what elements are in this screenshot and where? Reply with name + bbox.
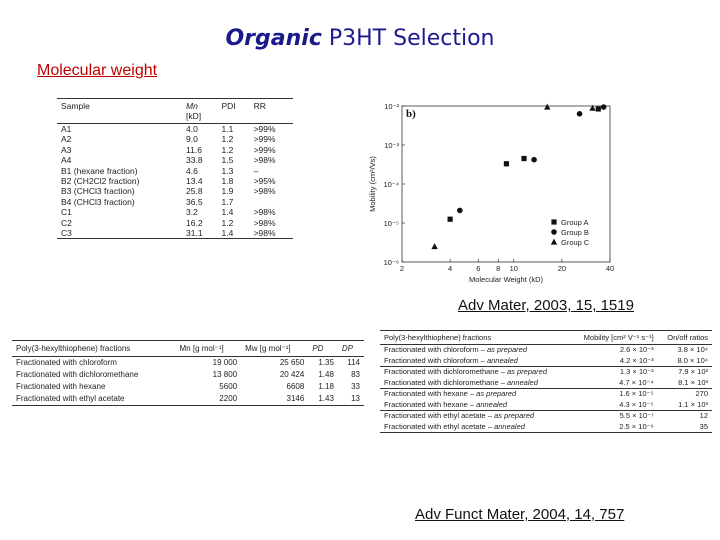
col-header-dp: DP — [338, 341, 364, 357]
col-header-mn-unit: [kD] — [182, 111, 218, 124]
x-tick-label: 4 — [448, 264, 453, 273]
data-point — [596, 106, 601, 111]
data-point — [448, 217, 453, 222]
title-prefix: Organic — [225, 26, 322, 51]
table-cell: 8.0 × 10⁴ — [658, 356, 712, 367]
fraction-cell: Fractionated with dichloromethane – as prepared — [384, 367, 548, 376]
fraction-cell: Fractionated with ethyl acetate – as prepared — [384, 411, 535, 420]
legend-label: Group B — [561, 228, 589, 237]
data-point — [531, 157, 537, 163]
table-cell: 4.2 × 10⁻³ — [571, 356, 658, 367]
table-cell: 33 — [351, 382, 360, 391]
x-axis-label: Molecular Weight (kD) — [468, 275, 544, 284]
col-header-pd: PD — [308, 341, 338, 357]
col-header-fraction: Poly(3-hexylthiophene) fractions — [380, 331, 571, 345]
table-cell: 2.6 × 10⁻³ — [619, 345, 654, 354]
table-cell: Fractionated with dichloromethane — [16, 370, 139, 379]
table-row — [57, 145, 293, 155]
col-header-mn: Mn [g mol⁻¹] — [176, 341, 242, 357]
table-cell: 1.18 — [318, 382, 334, 391]
table-cell: 1.1 — [221, 124, 234, 134]
table-cell: C1 — [61, 207, 72, 218]
slide-title — [0, 26, 720, 51]
table-cell: 8.1 × 10³ — [658, 378, 712, 389]
fraction-condition: annealed — [476, 399, 508, 409]
data-point — [431, 243, 437, 249]
table-cell: 1.2 — [221, 134, 234, 145]
reference-adv-mater: Adv Mater, 2003, 15, 1519 — [458, 297, 634, 314]
fraction-cell: Fractionated with chloroform – annealed — [380, 356, 571, 367]
fraction-condition: as prepared — [486, 345, 527, 354]
table-row — [380, 345, 712, 356]
table-cell: B3 (CHCl3 fraction) — [61, 186, 135, 197]
table-cell: 270 — [695, 389, 708, 398]
table-cell: 33.8 — [186, 155, 203, 166]
fraction-cell: Fractionated with chloroform – as prepared — [384, 345, 527, 354]
table-cell: 4.7 × 10⁻⁴ — [571, 378, 658, 389]
table-cell: B2 (CH2Cl2 fraction) — [61, 176, 140, 187]
table-cell: >98% — [253, 155, 276, 166]
table-row — [380, 400, 712, 411]
table-cell: A1 — [61, 124, 72, 134]
table-cell: 4.6 — [186, 165, 198, 176]
title-rest: P3HT Selection — [321, 26, 495, 51]
fraction-name: Fractionated with ethyl acetate — [384, 421, 486, 431]
x-tick-label: 10 — [509, 264, 518, 273]
fraction-name: Fractionated with hexane — [384, 389, 468, 398]
col-header-mn: Mn — [182, 99, 218, 112]
table1-body — [57, 124, 293, 239]
x-tick-label: 6 — [476, 264, 481, 273]
table-row — [380, 411, 712, 422]
table-row — [380, 378, 712, 389]
table-cell: 12 — [699, 411, 708, 420]
table-cell: 13 800 — [212, 370, 238, 379]
table-row — [57, 166, 293, 176]
table-row — [57, 228, 293, 239]
table-cell: >99% — [253, 134, 276, 145]
fraction-condition: annealed — [486, 355, 518, 365]
table-cell: 7.9 × 10² — [678, 367, 708, 376]
table-cell: >98% — [253, 186, 276, 197]
fraction-cell: Fractionated with dichloromethane – annealed — [380, 378, 571, 389]
panel-label: b) — [406, 108, 416, 120]
table-row — [380, 356, 712, 367]
fraction-condition: as prepared — [494, 411, 535, 420]
table-cell: >95% — [253, 176, 276, 187]
fraction-name: Fractionated with ethyl acetate — [384, 411, 486, 420]
data-point — [577, 111, 583, 117]
table-cell: >99% — [253, 124, 276, 134]
table-cell: 114 — [347, 358, 360, 367]
fraction-name: Fractionated with dichloromethane — [384, 367, 499, 376]
col-header-rr: RR — [250, 99, 293, 112]
table-cell — [250, 197, 293, 207]
x-tick-label: 40 — [605, 264, 615, 273]
x-tick-label: 2 — [399, 264, 405, 273]
data-point — [601, 104, 607, 110]
table-row — [57, 134, 293, 144]
y-axis-label: Mobility (cm²/Vs) — [368, 156, 377, 212]
table-cell: 1.4 — [218, 228, 250, 239]
fraction-cell: Fractionated with hexane – as prepared — [384, 389, 517, 398]
data-point — [457, 208, 463, 214]
table-cell: 1.2 — [221, 217, 234, 228]
table-cell: 1.6 × 10⁻⁵ — [619, 389, 654, 398]
table-cell: 3.2 — [186, 207, 198, 218]
x-tick-label: 8 — [496, 264, 501, 273]
table2-body — [12, 357, 364, 406]
legend-marker — [551, 239, 557, 245]
mobility-vs-molecular-weight-chart — [360, 96, 622, 284]
table-cell: Fractionated with ethyl acetate — [12, 393, 176, 406]
y-tick-label: 10⁻⁶ — [383, 258, 399, 267]
y-tick-label: 10⁻⁵ — [383, 219, 399, 228]
table-cell: Fractionated with hexane — [16, 382, 106, 391]
fraction-name: Fractionated with dichloromethane — [384, 377, 499, 387]
table-cell: 1.43 — [308, 393, 338, 406]
table-cell: 1.1 × 10³ — [658, 400, 712, 411]
table-cell: 36.5 — [186, 196, 203, 207]
table-cell: 31.1 — [182, 228, 218, 239]
table3-body — [380, 345, 712, 433]
fraction-molecular-weight-table — [12, 340, 364, 406]
molecular-weight-label: Molecular weight — [37, 62, 158, 79]
table-cell: 1.35 — [318, 358, 334, 367]
table-cell: 1.48 — [318, 370, 334, 379]
data-point — [504, 161, 509, 166]
table-cell: 19 000 — [212, 358, 238, 367]
table-cell: 1.2 — [221, 144, 234, 155]
legend-marker — [551, 219, 556, 224]
table-row — [12, 369, 364, 381]
table-cell: 13 — [338, 393, 364, 406]
table-cell: A3 — [61, 144, 72, 155]
table-cell: 1.7 — [221, 196, 234, 207]
table-row — [57, 124, 293, 135]
col-header-mobility: Mobility [cm² V⁻¹ s⁻¹] — [571, 331, 658, 345]
legend-marker — [551, 229, 557, 235]
table-cell: 5600 — [219, 382, 238, 391]
table-cell: 9.0 — [186, 134, 198, 145]
x-tick-label: 20 — [557, 264, 567, 273]
table-cell: 25 650 — [279, 358, 305, 367]
table-cell: 16.2 — [186, 217, 203, 228]
col-header-mw: Mw [g mol⁻¹] — [241, 341, 308, 357]
fraction-cell: Fractionated with hexane – annealed — [380, 400, 571, 411]
data-point — [521, 156, 526, 161]
table-cell: – — [253, 165, 259, 176]
table-row — [380, 367, 712, 378]
table-row — [12, 357, 364, 370]
table-cell: 11.6 — [186, 144, 202, 155]
table-cell: A4 — [61, 155, 72, 166]
table-cell: 1.3 — [221, 165, 234, 176]
legend-label: Group A — [561, 218, 589, 227]
fraction-name: Fractionated with hexane — [384, 399, 468, 409]
table-row — [57, 155, 293, 165]
table-cell: 2.5 × 10⁻⁶ — [571, 422, 658, 433]
table-cell: 6608 — [286, 382, 305, 391]
data-point — [544, 104, 550, 110]
table-cell: 4.0 — [186, 124, 198, 134]
fraction-name: Fractionated with chloroform — [384, 345, 479, 354]
col-header-fraction: Poly(3-hexylthiophene) fractions — [12, 341, 176, 357]
y-tick-label: 10⁻² — [384, 102, 399, 111]
table-row — [57, 186, 293, 196]
molecular-weight-table — [57, 98, 293, 239]
table-cell: 1.9 — [221, 186, 234, 197]
table-cell: 1.5 — [221, 155, 234, 166]
legend-label: Group C — [561, 238, 590, 247]
table-cell: 20 424 — [279, 370, 305, 379]
table-cell: 25.8 — [186, 186, 203, 197]
table-cell: 1.8 — [221, 176, 234, 187]
table-cell: B4 (CHCl3 fraction) — [61, 196, 135, 207]
table-cell: C2 — [61, 217, 72, 228]
fraction-condition: annealed — [507, 377, 538, 387]
fraction-condition: annealed — [494, 421, 525, 431]
table-row — [57, 197, 293, 207]
table-row — [12, 393, 364, 406]
table-cell: 5.5 × 10⁻⁷ — [619, 411, 654, 420]
table-row — [380, 422, 712, 433]
table-cell: 83 — [351, 370, 360, 379]
fraction-name: Fractionated with chloroform — [384, 355, 479, 365]
fraction-mobility-table — [380, 330, 712, 433]
table-cell: 4.3 × 10⁻⁵ — [571, 400, 658, 411]
table-cell: 1.4 — [221, 207, 234, 218]
table-row — [12, 381, 364, 393]
y-tick-label: 10⁻³ — [384, 141, 399, 150]
reference-adv-funct-mater: Adv Funct Mater, 2004, 14, 757 — [415, 506, 625, 523]
col-header-onoff: On/off ratios — [658, 331, 712, 345]
table-cell: A2 — [61, 134, 72, 145]
table-row — [57, 207, 293, 217]
table-cell: >98% — [250, 228, 293, 239]
table-cell: 35 — [658, 422, 712, 433]
table-cell: 1.3 × 10⁻³ — [619, 367, 654, 376]
fraction-condition: as prepared — [507, 367, 548, 376]
table-row — [57, 176, 293, 186]
table-cell: >98% — [253, 207, 276, 218]
table-cell: Fractionated with chloroform — [16, 358, 117, 367]
table-cell: 3146 — [241, 393, 308, 406]
col-header-sample: Sample — [57, 99, 182, 112]
table-cell: >99% — [253, 144, 276, 155]
y-tick-label: 10⁻⁴ — [383, 180, 399, 189]
table-cell: C3 — [57, 228, 182, 239]
table-row — [57, 218, 293, 228]
table-cell: >98% — [253, 217, 276, 228]
fraction-cell: Fractionated with ethyl acetate – annealed — [380, 422, 571, 433]
table-cell: B1 (hexane fraction) — [61, 165, 138, 176]
col-header-pdi: PDI — [218, 99, 250, 112]
table-cell: 3.8 × 10⁴ — [677, 345, 708, 354]
table-cell: 2200 — [176, 393, 242, 406]
fraction-condition: as prepared — [476, 389, 517, 398]
table-row — [380, 389, 712, 400]
table-cell: 13.4 — [186, 176, 203, 187]
